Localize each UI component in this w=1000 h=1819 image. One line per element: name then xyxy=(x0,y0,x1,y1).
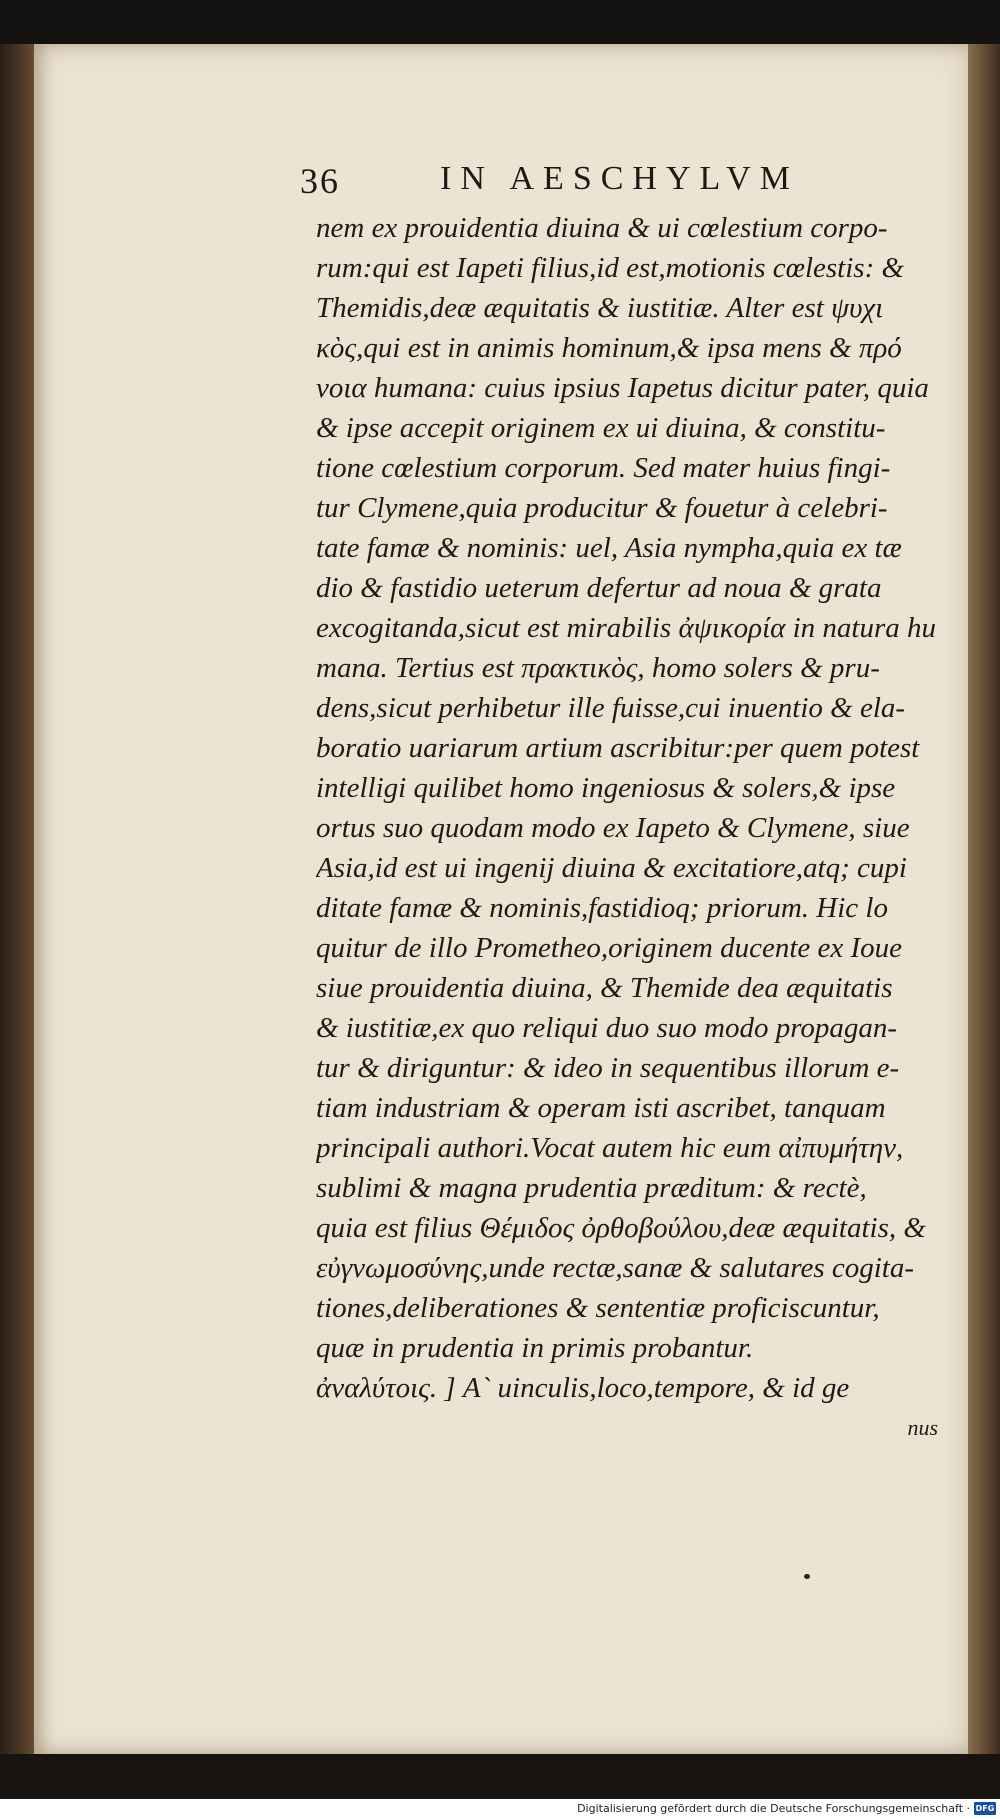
text-line: νοια humana: cuius ipsius Iapetus dicitur pater, quia xyxy=(316,372,929,404)
text-line: tate famæ & nominis: uel, Asia nympha,quia ex tæ xyxy=(316,532,902,564)
book-left-edge xyxy=(0,44,34,1754)
text-line: ἀναλύτοις. ] A` uinculis,loco,tempore, & id ge xyxy=(316,1372,850,1404)
text-line: tione cœlestium corporum. Sed mater huius fingi- xyxy=(316,452,891,484)
scan-top-band xyxy=(0,0,1000,44)
text-line: ditate famæ & nominis,fastidioq; priorum. Hic lo xyxy=(316,892,888,924)
scan-bottom-band xyxy=(0,1754,1000,1799)
text-line: tiones,deliberationes & sententiæ proficiscuntur, xyxy=(316,1292,880,1324)
catchword: nus xyxy=(907,1415,938,1440)
text-line: tur Clymene,quia producitur & fouetur à celebri- xyxy=(316,492,888,524)
text-line: quia est filius Θέμιδος ὀρθοβούλου,deæ æquitatis, & xyxy=(316,1212,926,1244)
text-line: κὸς,qui est in animis hominum,& ipsa mens & πρό xyxy=(316,332,902,364)
text-line: εὐγνωμοσύνης,unde rectæ,sanæ & salutares cogita- xyxy=(316,1252,915,1284)
running-head xyxy=(300,160,860,200)
text-line: dens,sicut perhibetur ille fuisse,cui inuentio & ela- xyxy=(316,692,906,724)
text-line: excogitanda,sicut est mirabilis ἀψικορία in natura hu xyxy=(316,612,937,644)
text-line: & iustitiæ,ex quo reliqui duo suo modo propagan- xyxy=(316,1012,898,1044)
text-line: principali authori.Vocat autem hic eum αἰπυμήτην, xyxy=(316,1132,904,1164)
text-line: Themidis,deæ æquitatis & iustitiæ. Alter est ψυχι xyxy=(316,292,884,324)
text-line: mana. Tertius est πρακτικὸς, homo solers & pru- xyxy=(316,652,880,684)
text-line: tur & diriguntur: & ideo in sequentibus illorum e- xyxy=(316,1052,900,1084)
text-line: dio & fastidio ueterum defertur ad noua & grata xyxy=(316,572,882,604)
body-text xyxy=(316,208,966,1448)
digitization-footer xyxy=(0,1799,1000,1819)
text-line: quæ in prudentia in primis probantur. xyxy=(316,1332,754,1364)
text-line: intelligi quilibet homo ingeniosus & solers,& ipse xyxy=(316,772,896,804)
text-line: siue prouidentia diuina, & Themide dea æquitatis xyxy=(316,972,893,1004)
text-line: tiam industriam & operam isti ascribet, tanquam xyxy=(316,1092,886,1124)
text-line: ortus suo quodam modo ex Iapeto & Clymene, siue xyxy=(316,812,910,844)
book-right-edge xyxy=(968,44,1000,1754)
text-line: rum:qui est Iapeti filius,id est,motionis cœlestis: & xyxy=(316,252,905,284)
ink-speck xyxy=(804,1574,810,1579)
text-line: & ipse accepit originem ex ui diuina, & constitu- xyxy=(316,412,886,444)
running-head-title: IN AESCHYLVM xyxy=(440,160,799,197)
text-line: Asia,id est ui ingenij diuina & excitatiore,atq; cupi xyxy=(316,852,907,884)
funding-credit: Digitalisierung gefördert durch die Deutsche Forschungsgemeinschaft · xyxy=(577,1802,970,1815)
text-line: sublimi & magna prudentia præditum: & rectè, xyxy=(316,1172,867,1204)
page-number: 36 xyxy=(300,161,340,201)
dfg-logo: DFG xyxy=(975,1804,995,1813)
text-line: nem ex prouidentia diuina & ui cœlestium corpo- xyxy=(316,212,888,244)
text-line: boratio uariarum artium ascribitur:per quem potest xyxy=(316,732,920,764)
text-line: quitur de illo Prometheo,originem ducente ex Ioue xyxy=(316,932,903,964)
